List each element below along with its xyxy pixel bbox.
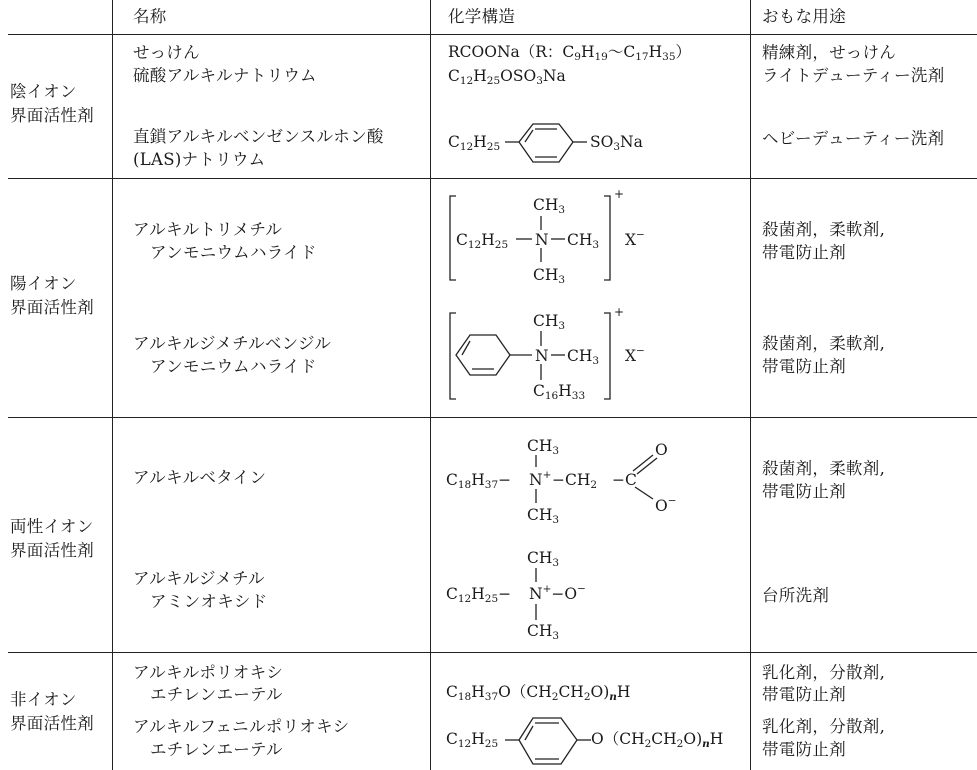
benzene-ring-las	[505, 118, 595, 170]
use-ether-line2: 帯電防止剤	[762, 685, 846, 704]
name-trimethyl-line2: アンモニウムハライド	[150, 243, 317, 262]
alkyl-betaine: $C_{18}H_{37}-$	[446, 471, 512, 491]
alkyl-trimethyl: $C_{12}H_{25}$	[456, 231, 509, 251]
rule-amphoteric-end	[8, 652, 977, 653]
name-benzyl-line1: アルキルジメチルベンジル	[133, 334, 332, 353]
rule-cationic-end	[8, 417, 977, 418]
counterion-benzyl: X−	[625, 345, 645, 365]
ch3-top-betaine: $CH_3$	[527, 437, 560, 457]
formula-las-alkyl: $C_{12}H_{25}$	[448, 133, 501, 153]
formula-sulfate: $C_{12}H_{25}OSO_3Na$	[448, 67, 566, 87]
nitrogen-betaine: N+	[529, 469, 552, 489]
name-betaine: アルキルベタイン	[133, 468, 267, 487]
ch3-bottom-trimethyl: $CH_3$	[533, 266, 566, 286]
ch3-bottom-amineoxide: $CH_3$	[527, 622, 560, 642]
charge-plus-trimethyl: +	[614, 187, 625, 201]
name-ether-line2: エチレンエーテル	[150, 685, 283, 704]
ch3-bottom-betaine: $CH_3$	[527, 506, 560, 526]
name-las-line2: (LAS)ナトリウム	[133, 150, 266, 169]
name-benzyl-line2: アンモニウムハライド	[150, 357, 317, 376]
header-use: おもな用途	[762, 7, 846, 26]
name-trimethyl-line1: アルキルトリメチル	[133, 220, 283, 239]
counterion-trimethyl: X−	[625, 229, 645, 249]
use-phenyl-line1: 乳化剤，分散剤,	[762, 717, 886, 736]
use-benzyl-line1: 殺菌剤，柔軟剤,	[762, 334, 886, 353]
nitrogen-amineoxide: N+−O−	[529, 583, 586, 603]
use-trimethyl-line1: 殺菌剤，柔軟剤,	[762, 220, 886, 239]
rule-top	[8, 34, 977, 35]
ch2-betaine: $-CH_2$	[552, 471, 598, 491]
name-las-line1: 直鎖アルキルベンゼンスルホン酸	[133, 127, 384, 146]
category-cationic-line1: 陽イオン	[10, 274, 77, 293]
col-divider-1	[112, 0, 113, 770]
alkyl-benzyl: $C_{16}H_{33}$	[533, 382, 586, 402]
ch3-top-trimethyl: $CH_3$	[533, 196, 566, 216]
rule-anionic-end	[8, 178, 977, 179]
name-soap: せっけん	[133, 43, 200, 62]
category-nonionic-line2: 界面活性剤	[10, 714, 94, 733]
use-trimethyl-line2: 帯電防止剤	[762, 243, 846, 262]
col-divider-3	[750, 0, 751, 770]
formula-ether: $C_{18}H_{37}O(CH_2CH_2O)_nH$	[446, 683, 631, 703]
category-anionic-line2: 界面活性剤	[10, 106, 94, 125]
category-cationic-line2: 界面活性剤	[10, 298, 94, 317]
formula-soap: RCOONa（R：$C_9H_{19}$〜$C_{17}H_{35}$）	[448, 43, 692, 63]
use-betaine-line1: 殺菌剤，柔軟剤,	[762, 459, 886, 478]
ch3-top-amineoxide: $CH_3$	[527, 549, 560, 569]
poe-phenyl: $O(CH_2CH_2O)_nH$	[591, 730, 724, 750]
use-benzyl-line2: 帯電防止剤	[762, 357, 846, 376]
alkyl-phenyl: $C_{12}H_{25}$	[446, 730, 499, 750]
name-phenyl-line1: アルキルフェニルポリオキシ	[133, 717, 350, 736]
ch3-right-trimethyl: $CH_3$	[567, 231, 600, 251]
use-ether-line1: 乳化剤，分散剤,	[762, 663, 886, 682]
nitrogen-trimethyl: N	[535, 231, 549, 249]
charge-plus-benzyl: +	[614, 305, 625, 319]
name-phenyl-line2: エチレンエーテル	[150, 740, 283, 759]
use-amineoxide: 台所洗剤	[762, 586, 830, 605]
ch3-top-benzyl: $CH_3$	[533, 312, 566, 332]
use-las: ヘビーデューティー洗剤	[762, 129, 945, 148]
ch3-right-benzyl: $CH_3$	[567, 347, 600, 367]
name-sulfate: 硫酸アルキルナトリウム	[133, 66, 317, 85]
header-name: 名称	[133, 7, 167, 26]
formula-las-sulfonate: $SO_3Na$	[590, 133, 643, 153]
category-anionic-line1: 陰イオン	[10, 82, 77, 101]
header-structure: 化学構造	[448, 7, 516, 26]
oxygen-double-betaine: O	[655, 441, 668, 459]
use-soap: 精練剤，せっけん	[762, 43, 897, 62]
use-phenyl-line2: 帯電防止剤	[762, 740, 846, 759]
nitrogen-benzyl: N	[535, 347, 549, 365]
alkyl-amineoxide: $C_{12}H_{25}-$	[446, 585, 512, 605]
category-amphoteric-line2: 界面活性剤	[10, 541, 94, 560]
name-ether-line1: アルキルポリオキシ	[133, 663, 284, 682]
col-divider-2	[430, 0, 431, 770]
oxygen-minus-betaine: O−	[655, 495, 677, 515]
benzene-ring-phenyl	[505, 714, 595, 770]
use-betaine-line2: 帯電防止剤	[762, 482, 846, 501]
carboxyl-c-betaine: −C	[612, 471, 637, 489]
name-amineoxide-line2: アミンオキシド	[150, 592, 268, 611]
name-amineoxide-line1: アルキルジメチル	[133, 569, 265, 588]
use-sulfate: ライトデューティー洗剤	[762, 66, 945, 85]
category-amphoteric-line1: 両性イオン	[10, 517, 94, 536]
category-nonionic-line1: 非イオン	[10, 690, 77, 709]
